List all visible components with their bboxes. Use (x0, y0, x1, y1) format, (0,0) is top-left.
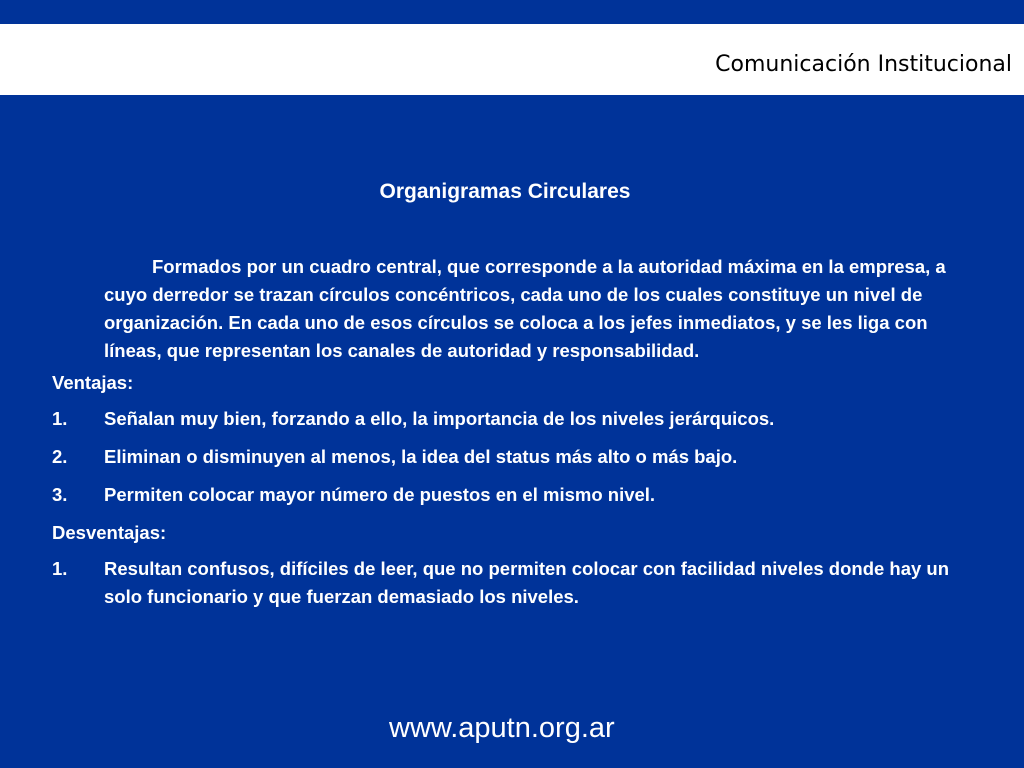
list-number: 1. (52, 558, 68, 579)
list-text: Permiten colocar mayor número de puestos en el mismo nivel. (104, 484, 656, 505)
ventaja-item (52, 405, 952, 433)
footer-url: www.aputn.org.ar (389, 712, 615, 744)
list-number: 3. (52, 484, 68, 505)
desventaja-item (52, 555, 952, 611)
header-title: Comunicación Institucional (715, 52, 1012, 77)
slide-content (52, 253, 952, 621)
desventajas-label: Desventajas: (52, 522, 167, 543)
list-text: Resultan confusos, difíciles de leer, que no permiten colocar con facilidad niveles donde hay un solo funcionario y que fuerzan demasiado los niveles. (104, 558, 950, 607)
list-text: Señalan muy bien, forzando a ello, la importancia de los niveles jerárquicos. (104, 408, 775, 429)
ventaja-item (52, 481, 952, 509)
ventaja-item (52, 443, 952, 471)
top-strip (0, 0, 1024, 24)
intro-paragraph: Formados por un cuadro central, que corresponde a la autoridad máxima en la empresa, a cuyo derredor se trazan círculos concéntricos, cada uno de los cuales constituye un nivel de organización. En cada uno de esos círculos se coloca a los jefes inmediatos, y se les liga con líneas, que representan los canales de autoridad y responsabilidad. (104, 256, 946, 361)
list-number: 2. (52, 446, 68, 467)
list-text: Eliminan o disminuyen al menos, la idea del status más alto o más bajo. (104, 446, 738, 467)
header-bar (0, 24, 1024, 95)
slide-title: Organigramas Circulares (379, 180, 631, 203)
ventajas-label: Ventajas: (52, 372, 134, 393)
list-number: 1. (52, 408, 68, 429)
